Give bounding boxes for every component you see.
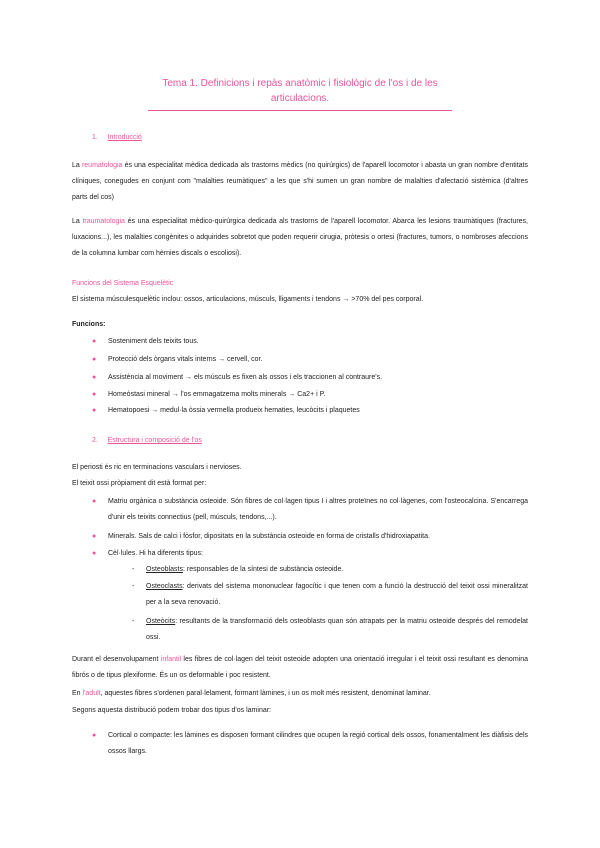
term-infantil: infantil: [160, 656, 182, 663]
section-heading-1: 1. Introducció: [92, 134, 142, 141]
paragraph-adult: En l'adult, aquestes fibres s'ordenen paral·lelament, formant làmines, i un os molt més resistent, denominat laminar.: [72, 690, 431, 697]
term-traumatologia: traumatologia: [82, 218, 125, 225]
term-adult: l'adult: [82, 690, 101, 697]
section-heading-2: 2. Estructura i composició de l'os: [92, 437, 202, 444]
paragraph-sistema: El sistema músculesquelètic inclou: ossos, articulacions, músculs, lligaments i tendons → >70% del pes corporal.: [72, 296, 424, 303]
paragraph-teixit: El teixit ossi pròpiament dit està format per:: [72, 480, 207, 487]
funcions-label: Funcions:: [72, 321, 106, 328]
subheading-funcions-sistema: Funcions del Sistema Esquelètic: [72, 280, 174, 287]
paragraph-traumatologia: La traumatologia és una especialitat mèdico-quirúrgica dedicada als trastorns de l'aparell locomotor. Abarca les lesions traumàtiques (fractures, luxacions...), les malalties congènites o adquirides sobretot que poden requerir cirugia, pròtesis o ortesi (fractures, tumors, o nombroses afeccions de la columna lumbar com hèrnies discals o escoliosi).: [72, 218, 529, 257]
term-reumatologia: reumatologia: [81, 162, 123, 169]
title-underline: [148, 110, 452, 111]
paragraph-infantil: Durant el desenvolupament infantil les fibres de col·lagen del teixit osteoide adopten una orientació irregular i el teixit ossi resultant es denomina fibrós o de tipus plexiforme. És un os deformable i poc resistent.: [72, 656, 528, 679]
paragraph-reumatologia: La reumatologia és una especialitat mèdica dedicada als trastorns mèdics (no quirúrgics) de l'aparell locomotor i abasta un gran nombre d'entitats clíniques, conegudes en conjunt com "malalties reumàtiques" a les que s'hi sumen un gran nombre de malalties d'afectació sistèmica (d'altres parts del cos): [72, 162, 528, 201]
paragraph-distribucio: Segons aquesta distribució podem trobar dos tipus d'os laminar:: [72, 707, 272, 714]
document-page: Tema 1. Definicions i repàs anatòmic i fisiològic de l'os i de les articulacions. 1. Introducció La reumatologia és una especialitat mèdica dedicada als trastorns mèdics (no quirúrgics) de l'aparell locomotor i abasta un gran nombre d'entitats clíniques, conegudes en conjunt com "malalties reumàtiques" a les que s'hi sumen un gran nombre de malalties d'afectació sistèmica (d'altres parts del cos) La traumatologia és una especialitat mèdico-quirúrgica dedicada als trastorns de l'aparell locomotor. Abarca les lesions traumàtiques (fractures, luxacions...), les malalties congènites o adquirides sobretot que poden requerir cirugia, pròtesis o ortesi (fractures, tumors, o nombroses afeccions de la columna lumbar com hèrnies discals o escoliosi). Funcions del Sistema Esquelètic El sistema músculesquelètic inclou: ossos, articulacions, músculs, lligaments i tendons → >70% del pes corporal. Funcions: ● Sosteniment dels teixits tous. ● Protecció dels òrgans vitals interns → cervell, cor. ● Assistència al moviment → els músculs es fixen als ossos i els traccionen al contraure's. ● Homeòstasi mineral → l'os emmagatzema molts minerals → Ca2+ i P. ● Hematopoesi → medul·la òssia vermella produeix hematies, leucòcits i plaquetes 2. Estructura i composició de l'os El periosti és ric en terminacions vasculars i nervioses. El teixit ossi pròpiament dit està format per: ● Matriu orgànica o substància osteoide. Són fibres de col·lagen tipus I i altres proteïnes no col·làgenes, com l'osteocalcina. S'encarrega d'unir els teixits connectius (pell, músculs, tendons,...). ● Minerals. Sals de calci i fòsfor, dipositats en la substància osteoide en forma de cristalls d'hidroxiapatita. ● Cèl·lules. Hi ha diferents tipus: - Osteoblasts: responsables de la síntesi de substància osteoide. - Osteoclasts: derivats del sistema mononuclear fagocític i que tenen com a funció la destrucció del teixit ossi mineralitzat per a la seva renovació. - Osteòcits: resultants de la transformació dels osteoblasts quan són atrapats per la matriu osteoide després del remodelat ossi. Durant el desenvolupament infantil les fibres de col·lagen del teixit osteoide adopten una orientació irregular i el teixit ossi resultant es denomina fibrós o de tipus plexiforme. És un os deformable i poc resistent. En l'adult, aquestes fibres s'ordenen paral·lelament, formant làmines, i un os molt més resistent, denominat laminar. Segons aquesta distribució podem trobar dos tipus d'os laminar: ● Cortical o compacte: les làmines es disposen formant cilindres que ocupen la regió cortical dels ossos, fonamentalment les diàfisis dels ossos llargs.: [72, 78, 529, 755]
document-title: Tema 1. Definicions i repàs anatòmic i fisiològic de l'os i de les articulacions.: [162, 78, 438, 104]
paragraph-periosti: El periosti és ric en terminacions vasculars i nervioses.: [72, 464, 242, 471]
